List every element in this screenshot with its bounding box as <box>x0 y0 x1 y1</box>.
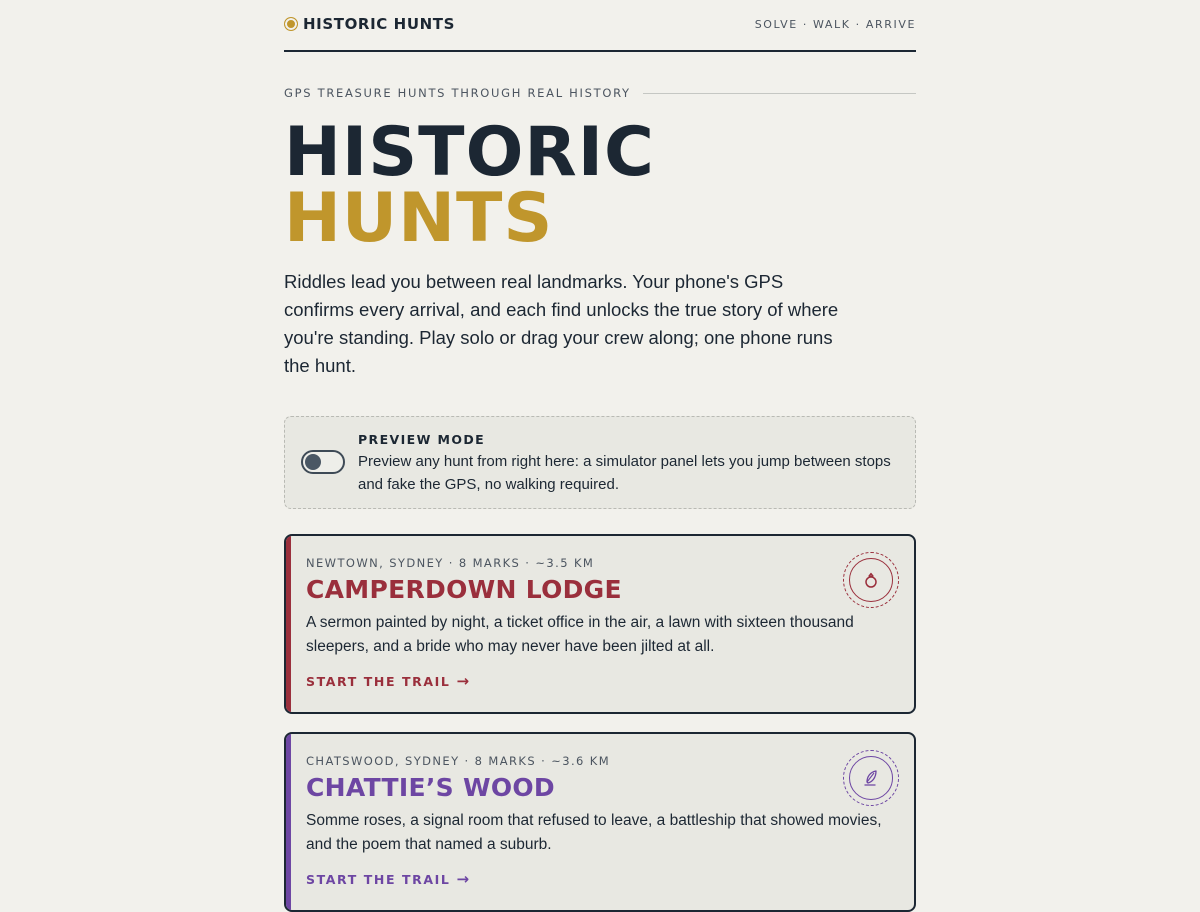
ring-icon <box>849 558 893 602</box>
page-title <box>284 113 916 258</box>
start-trail-label: START THE TRAIL <box>306 871 451 887</box>
start-trail-link[interactable] <box>306 672 469 690</box>
preview-mode-toggle[interactable] <box>301 450 345 474</box>
hunt-card-camperdown-lodge[interactable] <box>284 534 916 714</box>
brand[interactable] <box>284 15 455 33</box>
top-bar <box>284 0 916 52</box>
hunt-description: A sermon painted by night, a ticket office in the air, a lawn with sixteen thousand sleepers, and a bride who may never have been jilted at all. <box>306 614 854 655</box>
card-body <box>306 754 886 857</box>
card-body <box>306 556 886 659</box>
toggle-knob <box>305 454 321 470</box>
tagline: SOLVE · WALK · ARRIVE <box>754 17 916 31</box>
hunt-title: CAMPERDOWN LODGE <box>306 575 622 604</box>
hunt-meta: NEWTOWN, SYDNEY · 8 MARKS · ~3.5 KM <box>306 556 595 570</box>
start-trail-label: START THE TRAIL <box>306 673 451 689</box>
hero <box>284 86 916 380</box>
quill-icon <box>849 756 893 800</box>
card-accent-bar <box>286 734 291 910</box>
hunt-stamp <box>843 750 899 806</box>
hunt-card-chatties-wood[interactable] <box>284 732 916 912</box>
page-title-line-2: HUNTS <box>284 179 554 258</box>
hunt-meta: CHATSWOOD, SYDNEY · 8 MARKS · ~3.6 KM <box>306 754 611 768</box>
preview-mode-text <box>358 432 898 496</box>
brand-logo-icon <box>284 17 298 31</box>
preview-mode-title: PREVIEW MODE <box>358 432 486 447</box>
page-title-line-1: HISTORIC <box>284 113 655 192</box>
brand-name: HISTORIC HUNTS <box>303 15 456 33</box>
eyebrow-divider <box>643 93 916 94</box>
eyebrow: GPS TREASURE HUNTS THROUGH REAL HISTORY <box>284 86 631 100</box>
preview-mode-panel <box>284 416 916 509</box>
start-trail-link[interactable] <box>306 870 469 888</box>
hunt-stamp <box>843 552 899 608</box>
intro-text: Riddles lead you between real landmarks. Your phone's GPS confirms every arrival, and each find unlocks the true story of where you're standing. Play solo or drag your crew along; one phone runs the hunt. <box>284 271 839 376</box>
arrow-right-icon: → <box>456 870 470 888</box>
hunt-description: Somme roses, a signal room that refused to leave, a battleship that showed movies, and the poem that named a suburb. <box>306 812 882 853</box>
eyebrow-row <box>284 86 916 100</box>
preview-mode-description: Preview any hunt from right here: a simulator panel lets you jump between stops and fake the GPS, no walking required. <box>358 453 891 493</box>
hunt-title: CHATTIE’S WOOD <box>306 773 555 802</box>
card-accent-bar <box>286 536 291 712</box>
arrow-right-icon: → <box>456 672 470 690</box>
page <box>284 0 916 912</box>
